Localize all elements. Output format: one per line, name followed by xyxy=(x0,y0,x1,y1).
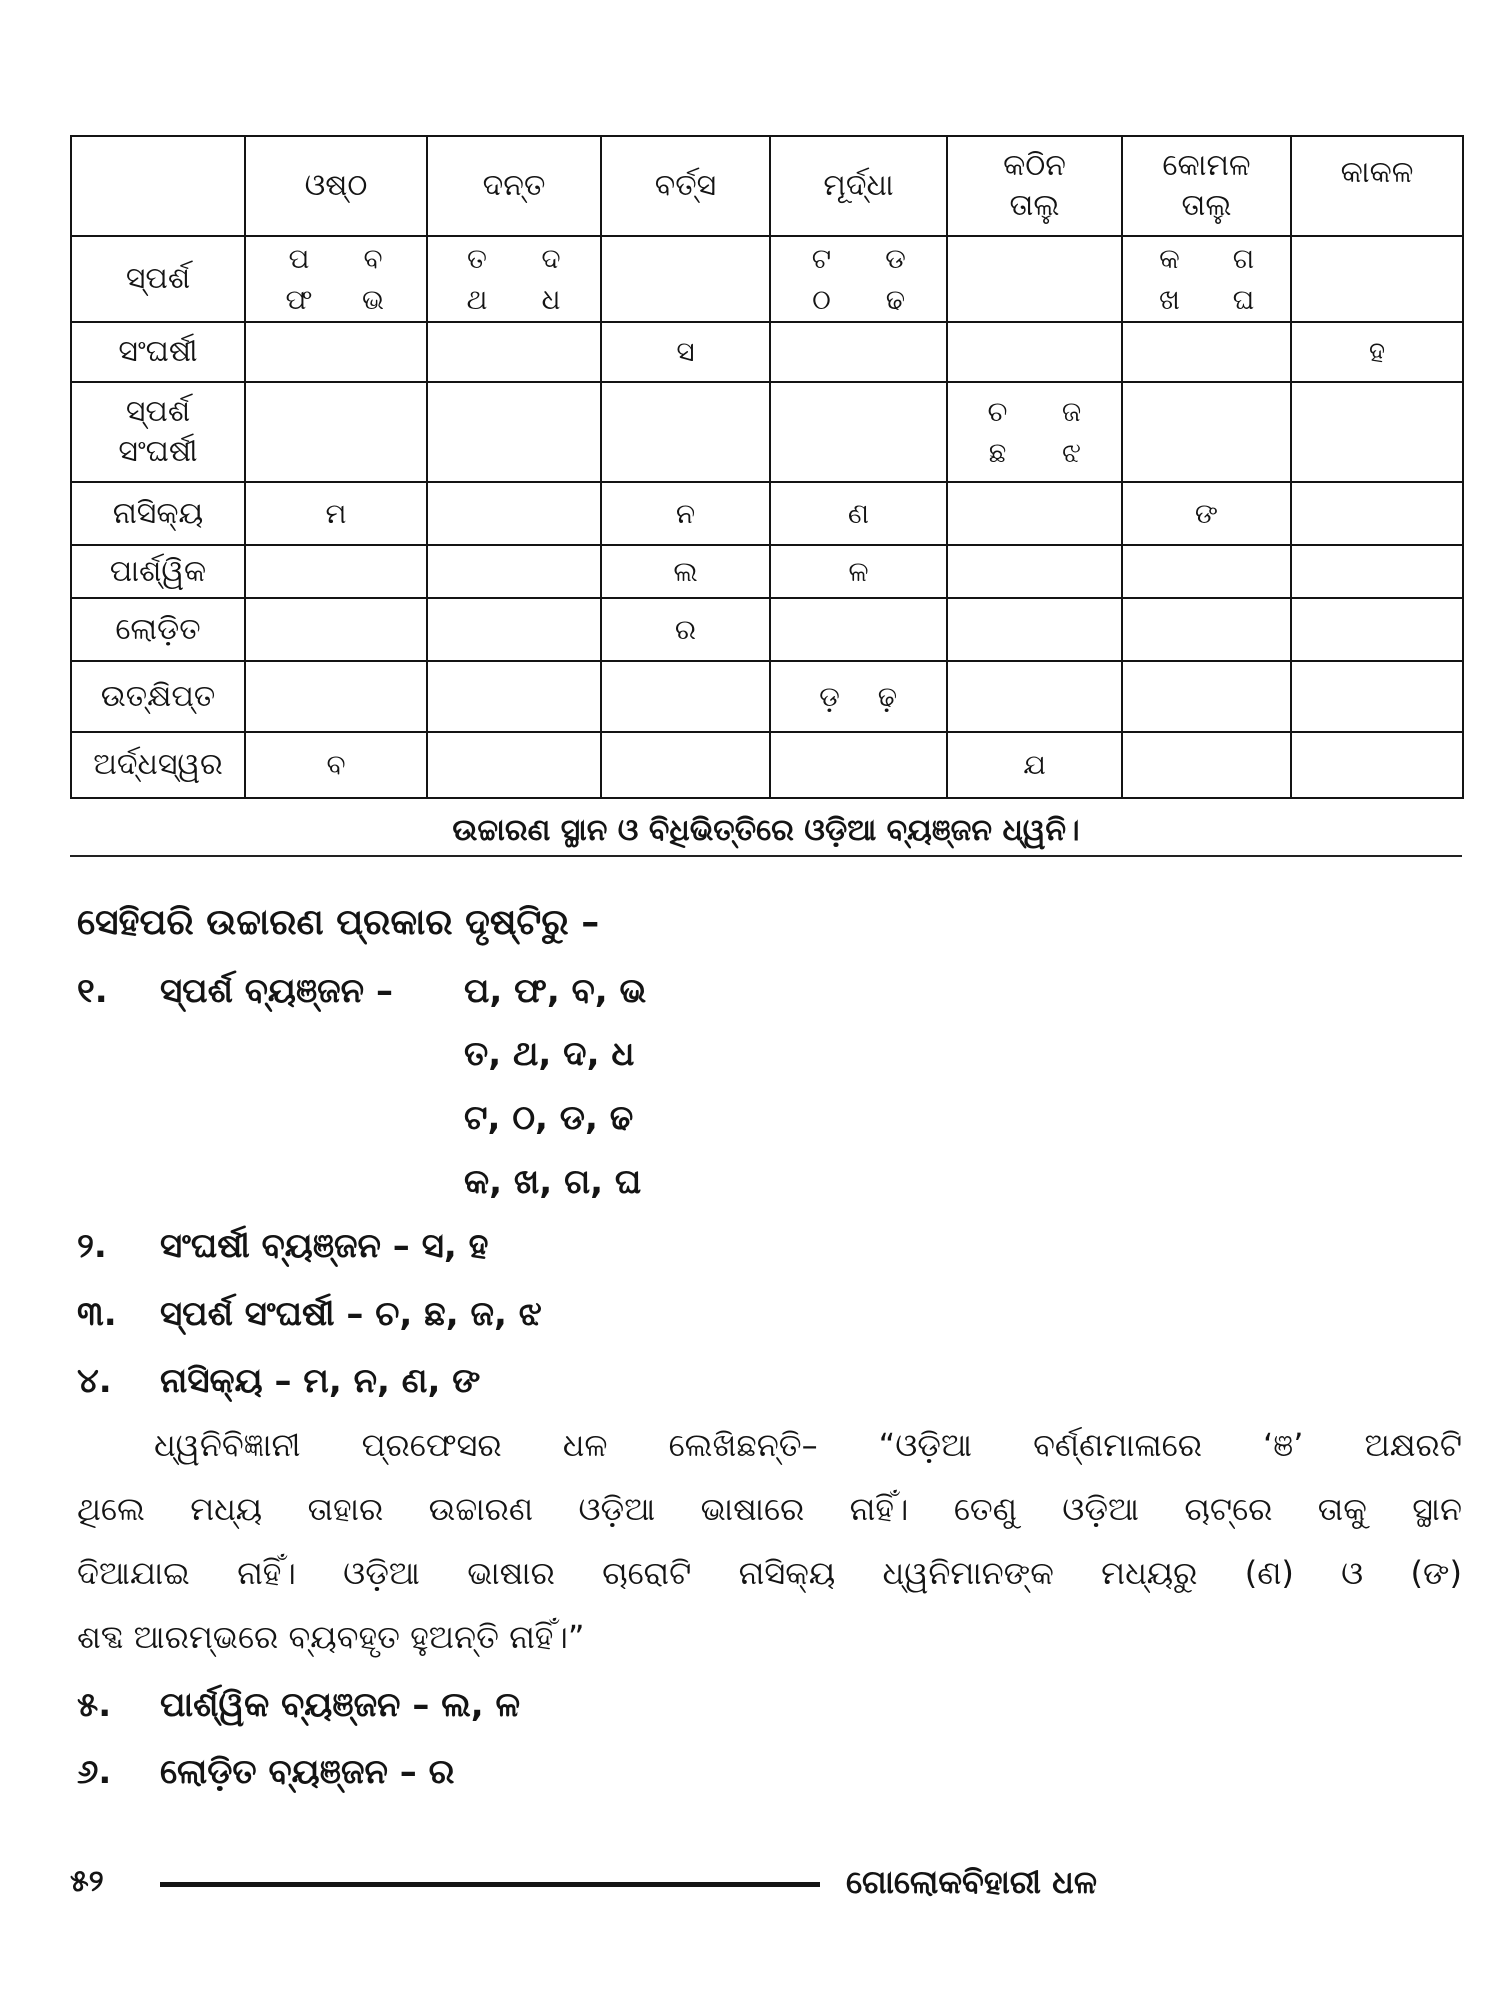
consonant-letter: ଖ xyxy=(1159,282,1180,316)
consonant-letter: ଝ xyxy=(1061,435,1081,469)
consonant-letter: ଗ xyxy=(1232,241,1255,275)
consonant-letter: ଫ xyxy=(285,282,313,316)
row-label-text: ନାସିକ୍ୟ xyxy=(112,495,204,531)
table-caption: ଉଚ୍ଚାରଣ ସ୍ଥାନ ଓ ବିଧିଭିତ୍ତିରେ ଓଡ଼ିଆ ବ୍ୟଞ୍ଜନ ଧ୍ୱନି। xyxy=(452,813,1080,848)
cell-sparsha-sangharshi-bartsa xyxy=(601,382,770,482)
cell-ardhaswara-kakala xyxy=(1291,732,1463,798)
cell-parshwika-bartsa xyxy=(601,545,770,598)
cell-sangharshi-danta xyxy=(427,322,601,382)
consonant-letter: ମ xyxy=(325,496,347,530)
cell-sparsha-sangharshi-komala-talu xyxy=(1122,382,1291,482)
cell-nasikya-danta xyxy=(427,482,601,545)
column-header-danta xyxy=(427,136,601,236)
list-item-number: ୬. xyxy=(77,1752,112,1792)
list-item-number: ୧. xyxy=(77,971,108,1011)
list-item-label: ସ୍ପର୍ଶ ସଂଘର୍ଷୀ – xyxy=(160,1294,364,1334)
row-label-text: ଉତ୍କ୍ଷିପ୍ତ xyxy=(100,678,216,714)
section-heading: ସେହିପରି ଉଚ୍ଚାରଣ ପ୍ରକାର ଦୃଷ୍ଟିରୁ – xyxy=(77,902,600,943)
consonant-letter: ଢ xyxy=(885,282,906,316)
column-header-murdha xyxy=(770,136,947,236)
consonant-letter: ସ xyxy=(676,335,695,368)
cell-nasikya-komala-talu xyxy=(1122,482,1291,545)
footer-rule xyxy=(160,1882,820,1887)
consonant-letter: ଡ xyxy=(885,241,906,275)
column-header-label: କାକଳ xyxy=(1340,155,1414,190)
cell-nasikya-murdha xyxy=(770,482,947,545)
row-label-utkshipta xyxy=(71,661,245,732)
cell-sangharshi-kathina-talu xyxy=(947,322,1122,382)
list-item-values: ଲ, ଳ xyxy=(441,1685,521,1725)
row-label-sparsha xyxy=(71,236,245,322)
cell-sparsha-bartsa xyxy=(601,236,770,322)
row-label-text: ଅର୍ଦ୍ଧସ୍ୱର xyxy=(93,747,223,782)
cell-ardhaswara-danta xyxy=(427,732,601,798)
cell-sparsha-kakala xyxy=(1291,236,1463,322)
cell-lodita-murdha xyxy=(770,598,947,661)
row-label-text: ସଂଘର୍ଷୀ xyxy=(118,434,198,469)
cell-sparsha-danta xyxy=(427,236,601,322)
list-item-text xyxy=(160,1290,542,1338)
column-header-komala-talu xyxy=(1122,136,1291,236)
row-label-text: ସ୍ପର୍ଶ xyxy=(125,261,191,296)
column-header-kakala xyxy=(1291,136,1463,236)
consonant-letter: ଢ଼ xyxy=(877,679,898,713)
list-item-label: ପାର୍ଶ୍ୱିକ ବ୍ୟଞ୍ଜନ – xyxy=(160,1685,430,1725)
cell-parshwika-kathina-talu xyxy=(947,545,1122,598)
row-label-text: ସଂଘର୍ଷୀ xyxy=(118,334,198,369)
list-item-1-values-line xyxy=(0,1094,1462,1142)
list-item-text xyxy=(160,1748,454,1796)
list-item-1 xyxy=(0,967,1462,1015)
cell-ardhaswara-komala-talu xyxy=(1122,732,1291,798)
header-row xyxy=(71,136,1463,236)
row-utkshipta xyxy=(71,661,1463,732)
list-item-number: ୨. xyxy=(77,1226,107,1266)
list-item-6 xyxy=(0,1748,1462,1796)
consonant-group xyxy=(978,393,1092,472)
consonant-group xyxy=(279,240,393,319)
row-nasikya xyxy=(71,482,1463,545)
consonant-letter: ର xyxy=(674,612,697,646)
cell-nasikya-kakala xyxy=(1291,482,1463,545)
consonant-letter: ଭ xyxy=(361,282,385,316)
consonant-letter: ବ xyxy=(363,241,383,275)
list-item-text xyxy=(160,1222,488,1270)
consonant-group xyxy=(1150,240,1264,319)
consonant-letter: ଟ xyxy=(811,241,832,275)
list-item-text xyxy=(160,1357,480,1405)
consonant-group xyxy=(457,240,571,319)
list-item-values: ଚ, ଛ, ଜ, ଝ xyxy=(375,1294,542,1334)
consonant-letter: ଧ xyxy=(541,282,561,316)
consonant-letter: ଦ xyxy=(541,241,561,275)
row-sparsha-sangharshi xyxy=(71,382,1463,482)
column-header-label: ତାଲୁ xyxy=(1009,188,1060,223)
list-item-values: ଟ, ଠ, ଡ, ଢ xyxy=(464,1098,634,1138)
cell-nasikya-bartsa xyxy=(601,482,770,545)
consonant-letter: ବ xyxy=(326,748,346,781)
row-label-text: ସ୍ପର୍ଶ xyxy=(125,394,191,429)
quote-line: ଧ୍ୱନିବିଜ୍ଞାନୀ ପ୍ରଫେସର ଧଳ ଲେଖିଛନ୍ତି– “ଓଡ଼ିଆ ବର୍ଣ୍ଣମାଳାରେ ‘ଞ’ ଅକ୍ଷରଟି xyxy=(154,1426,1462,1464)
consonant-letter: ଙ xyxy=(1194,496,1219,530)
column-header-ostha xyxy=(245,136,427,236)
list-item-3 xyxy=(0,1290,1462,1338)
cell-lodita-kakala xyxy=(1291,598,1463,661)
cell-lodita-ostha xyxy=(245,598,427,661)
list-item-values: ପ, ଫ, ବ, ଭ xyxy=(464,971,647,1011)
consonant-letter: ଚ xyxy=(987,394,1008,428)
cell-sparsha-kathina-talu xyxy=(947,236,1122,322)
cell-sangharshi-bartsa xyxy=(601,322,770,382)
consonant-letter: ଳ xyxy=(848,554,869,588)
column-header-label: ମୂର୍ଦ୍ଧା xyxy=(823,168,894,203)
consonant-letter: ଥ xyxy=(466,282,488,316)
row-lodita xyxy=(71,598,1463,661)
cell-utkshipta-ostha xyxy=(245,661,427,732)
cell-sparsha-sangharshi-kathina-talu xyxy=(947,382,1122,482)
cell-lodita-komala-talu xyxy=(1122,598,1291,661)
consonant-letter: କ xyxy=(1159,241,1180,275)
consonant-letter: ହ xyxy=(1368,335,1386,368)
list-item-5 xyxy=(0,1681,1462,1729)
consonant-letter: ଣ xyxy=(847,496,870,530)
row-label-text: ଲୋଡ଼ିତ xyxy=(115,611,201,647)
list-item-number: ୫. xyxy=(77,1685,112,1725)
list-item-number: ୩. xyxy=(77,1294,117,1334)
cell-utkshipta-kathina-talu xyxy=(947,661,1122,732)
row-sangharshi xyxy=(71,322,1463,382)
list-item-1-values-line xyxy=(0,1158,1462,1206)
column-header-label: ଓଷ୍ଠ xyxy=(304,168,368,203)
list-item-label: ଲୋଡ଼ିତ ବ୍ୟଞ୍ଜନ – xyxy=(160,1752,417,1792)
cell-sparsha-ostha xyxy=(245,236,427,322)
column-header-label: ଦନ୍ତ xyxy=(482,168,546,203)
list-item-values: ର xyxy=(428,1752,455,1792)
cell-sangharshi-ostha xyxy=(245,322,427,382)
row-parshwika xyxy=(71,545,1463,598)
cell-ardhaswara-murdha xyxy=(770,732,947,798)
column-header-label: କୋମଳ xyxy=(1162,148,1251,183)
list-item-values: ତ, ଥ, ଦ, ଧ xyxy=(464,1034,635,1074)
list-item-1-values-line xyxy=(0,1030,1462,1078)
list-item-2 xyxy=(0,1222,1462,1270)
list-item-number: ୪. xyxy=(77,1361,112,1401)
row-label-sparsha-sangharshi xyxy=(71,382,245,482)
quote-line: ଶବ୍ଦ ଆରମ୍ଭରେ ବ୍ୟବହୃତ ହୁଅନ୍ତି ନାହିଁ।” xyxy=(77,1618,585,1656)
cell-lodita-danta xyxy=(427,598,601,661)
row-label-sangharshi xyxy=(71,322,245,382)
row-label-text: ପାର୍ଶ୍ୱିକ xyxy=(109,553,207,589)
cell-utkshipta-murdha xyxy=(770,661,947,732)
cell-parshwika-danta xyxy=(427,545,601,598)
cell-lodita-bartsa xyxy=(601,598,770,661)
consonant-letter: ତ xyxy=(467,241,487,275)
cell-sangharshi-murdha xyxy=(770,322,947,382)
column-header-label: ତାଲୁ xyxy=(1181,188,1232,223)
column-header-label: ବର୍ତ୍ସ xyxy=(654,168,717,203)
cell-sparsha-sangharshi-danta xyxy=(427,382,601,482)
list-item-text xyxy=(160,1681,520,1729)
cell-ardhaswara-bartsa xyxy=(601,732,770,798)
row-label-nasikya xyxy=(71,482,245,545)
consonant-letter: ଯ xyxy=(1023,748,1046,781)
cell-sparsha-sangharshi-ostha xyxy=(245,382,427,482)
cell-utkshipta-komala-talu xyxy=(1122,661,1291,732)
cell-sparsha-komala-talu xyxy=(1122,236,1291,322)
column-header-kathina-talu xyxy=(947,136,1122,236)
row-label-ardhaswara xyxy=(71,732,245,798)
list-item-label: ସ୍ପର୍ଶ ବ୍ୟଞ୍ଜନ – xyxy=(160,971,393,1011)
consonant-letter: ଠ xyxy=(812,282,831,316)
list-item-values: କ, ଖ, ଗ, ଘ xyxy=(464,1162,642,1202)
cell-sparsha-sangharshi-murdha xyxy=(770,382,947,482)
cell-parshwika-ostha xyxy=(245,545,427,598)
cell-sangharshi-kakala xyxy=(1291,322,1463,382)
cell-sangharshi-komala-talu xyxy=(1122,322,1291,382)
caption-divider xyxy=(70,855,1462,857)
consonant-group xyxy=(802,240,916,319)
column-header-label: କଠିନ xyxy=(1003,148,1066,183)
cell-nasikya-kathina-talu xyxy=(947,482,1122,545)
consonant-letter: ଛ xyxy=(988,435,1007,469)
cell-nasikya-ostha xyxy=(245,482,427,545)
cell-utkshipta-bartsa xyxy=(601,661,770,732)
cell-ardhaswara-kathina-talu xyxy=(947,732,1122,798)
list-item-label: ସଂଘର୍ଷୀ ବ୍ୟଞ୍ଜନ – xyxy=(160,1226,410,1266)
list-item-label: ନାସିକ୍ୟ – xyxy=(160,1361,292,1401)
cell-parshwika-murdha xyxy=(770,545,947,598)
consonant-letter: ନ xyxy=(675,496,696,530)
consonant-chart-table xyxy=(70,135,1464,799)
consonant-letter: ଡ଼ xyxy=(819,679,840,713)
row-ardhaswara xyxy=(71,732,1463,798)
consonant-letter: ଘ xyxy=(1232,282,1255,316)
consonant-letter: ଜ xyxy=(1061,394,1082,428)
column-header-bartsa xyxy=(601,136,770,236)
consonant-group xyxy=(814,678,904,716)
cell-utkshipta-kakala xyxy=(1291,661,1463,732)
cell-parshwika-komala-talu xyxy=(1122,545,1291,598)
consonant-letter: ଲ xyxy=(673,554,698,588)
cell-ardhaswara-ostha xyxy=(245,732,427,798)
corner-cell xyxy=(71,136,245,236)
row-label-lodita xyxy=(71,598,245,661)
cell-sparsha-murdha xyxy=(770,236,947,322)
cell-lodita-kathina-talu xyxy=(947,598,1122,661)
quote-line: ଥିଲେ ମଧ୍ୟ ତାହାର ଉଚ୍ଚାରଣ ଓଡ଼ିଆ ଭାଷାରେ ନାହିଁ। ତେଣୁ ଓଡ଼ିଆ ଚାଟ୍‌ରେ ତାକୁ ସ୍ଥାନ xyxy=(77,1490,1462,1528)
page-number: ୫୨ xyxy=(70,1864,104,1899)
cell-sparsha-sangharshi-kakala xyxy=(1291,382,1463,482)
quote-line: ଦିଆଯାଇ ନାହିଁ। ଓଡ଼ିଆ ଭାଷାର ଚାରୋଟି ନାସିକ୍ୟ ଧ୍ୱନିମାନଙ୍କ ମଧ୍ୟରୁ (ଣ) ଓ (ଙ) xyxy=(77,1554,1462,1592)
list-item-4 xyxy=(0,1357,1462,1405)
list-item-values: ମ, ନ, ଣ, ଙ xyxy=(303,1361,481,1401)
cell-parshwika-kakala xyxy=(1291,545,1463,598)
footer-author: ଗୋଲୋକବିହାରୀ ଧଳ xyxy=(846,1863,1097,1901)
consonant-letter: ପ xyxy=(288,241,310,275)
cell-utkshipta-danta xyxy=(427,661,601,732)
row-sparsha xyxy=(71,236,1463,322)
list-item-values: ସ, ହ xyxy=(421,1226,489,1266)
row-label-parshwika xyxy=(71,545,245,598)
